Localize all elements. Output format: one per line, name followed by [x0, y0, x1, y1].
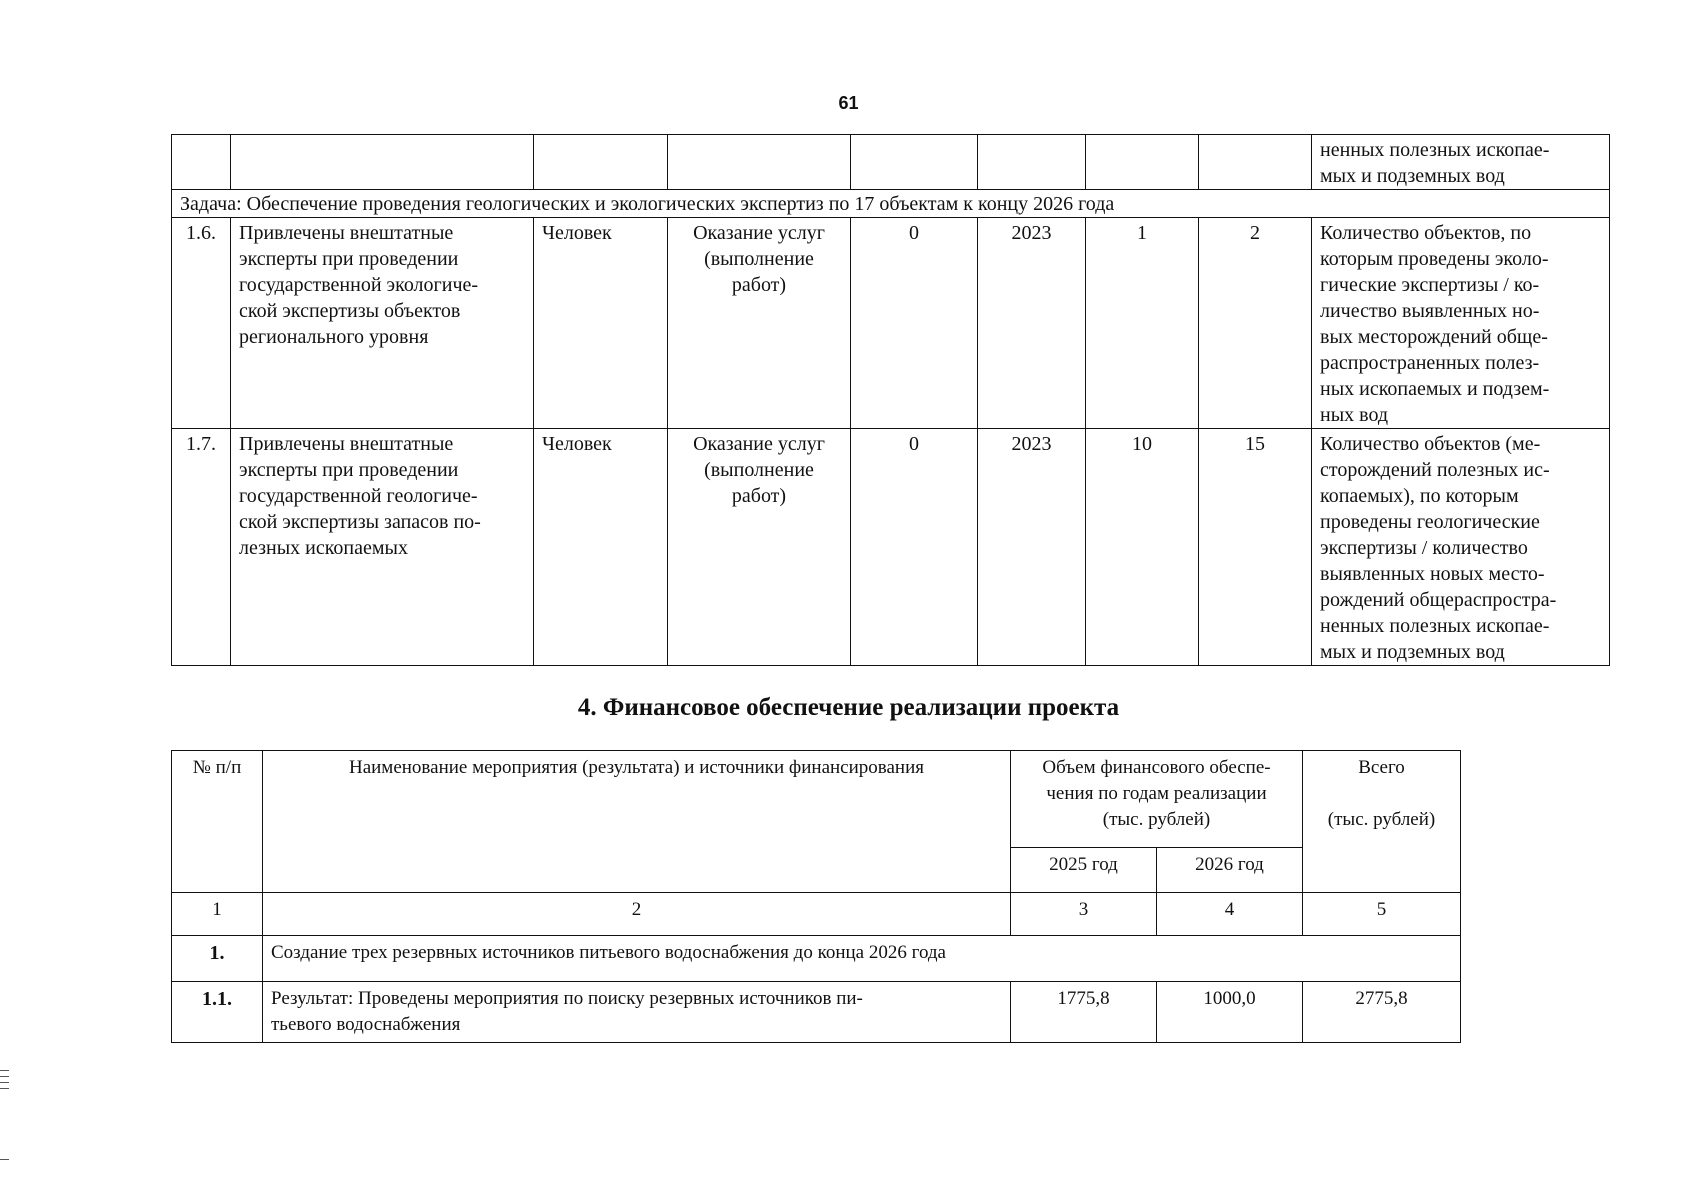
row-type: Оказание услуг (выполнение работ) — [668, 429, 851, 666]
table-row — [172, 429, 1610, 666]
goal-row — [172, 936, 1461, 982]
row-unit: Человек — [534, 429, 668, 666]
column-number: 2 — [263, 893, 1011, 936]
row-number: 1.7. — [172, 429, 231, 666]
row-name: Привлечены внештатные эксперты при проведении государственной экологиче- ской экспертизы объектов регионального уровня — [231, 218, 534, 429]
column-number: 3 — [1011, 893, 1157, 936]
column-number: 4 — [1157, 893, 1303, 936]
row-value-2025: 1 — [1086, 218, 1199, 429]
column-number: 5 — [1303, 893, 1461, 936]
header-name: Наименование мероприятия (результата) и источники финансирования — [263, 751, 1011, 893]
row-description: Количество объектов, по которым проведены эколо- гические экспертизы / ко- личество выявленных но- вых месторождений обще- распространенных полез- ных ископаемых и подзем- ных вод — [1312, 218, 1610, 429]
header-total: Всего (тыс. рублей) — [1303, 751, 1461, 893]
column-number: 1 — [172, 893, 263, 936]
header-row — [172, 751, 1461, 848]
header-num: № п/п — [172, 751, 263, 893]
result-text: Результат: Проведены мероприятия по поиску резервных источников пи- тьевого водоснабжения — [263, 982, 1011, 1043]
indicators-table — [171, 134, 1610, 666]
finance-table — [171, 750, 1461, 1043]
row-unit: Человек — [534, 218, 668, 429]
goal-text: Создание трех резервных источников питьевого водоснабжения до конца 2026 года — [263, 936, 1461, 982]
row-description: Количество объектов (ме- сторождений полезных ис- копаемых), по которым проведены геологические экспертизы / количество выявленных новых место- рождений общераспростра- ненных полезных ископае- мых и подземных вод — [1312, 429, 1610, 666]
result-2025: 1775,8 — [1011, 982, 1157, 1043]
margin-tick-marks — [0, 1070, 10, 1165]
row-base-year: 2023 — [978, 218, 1086, 429]
task-row — [172, 190, 1610, 218]
section-title: 4. Финансовое обеспечение реализации проекта — [577, 694, 1120, 721]
continuation-description: ненных полезных ископае- мых и подземных вод — [1312, 135, 1610, 190]
row-value-2026: 2 — [1199, 218, 1312, 429]
row-number: 1.6. — [172, 218, 231, 429]
row-base-value: 0 — [851, 218, 978, 429]
row-name: Привлечены внештатные эксперты при проведении государственной геологиче- ской экспертизы запасов по- лезных ископаемых — [231, 429, 534, 666]
header-volume: Объем финансового обеспе- чения по годам реализации (тыс. рублей) — [1011, 751, 1303, 848]
header-2025: 2025 год — [1011, 848, 1157, 893]
row-value-2025: 10 — [1086, 429, 1199, 666]
row-base-year: 2023 — [978, 429, 1086, 666]
result-number: 1.1. — [172, 982, 263, 1043]
page-number: 61 — [838, 93, 859, 113]
row-value-2026: 15 — [1199, 429, 1312, 666]
goal-number: 1. — [172, 936, 263, 982]
continuation-row — [172, 135, 1610, 190]
column-numbers-row — [172, 893, 1461, 936]
row-base-value: 0 — [851, 429, 978, 666]
result-row — [172, 982, 1461, 1043]
header-2026: 2026 год — [1157, 848, 1303, 893]
result-2026: 1000,0 — [1157, 982, 1303, 1043]
result-total: 2775,8 — [1303, 982, 1461, 1043]
table-row — [172, 218, 1610, 429]
task-text: Задача: Обеспечение проведения геологических и экологических экспертиз по 17 объектам к концу 2026 года — [172, 190, 1610, 218]
row-type: Оказание услуг (выполнение работ) — [668, 218, 851, 429]
